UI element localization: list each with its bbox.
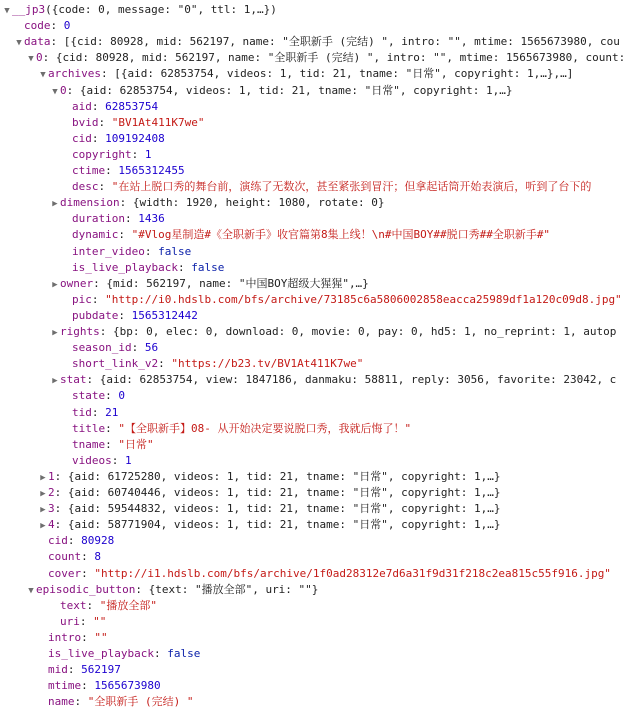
json-key: short_link_v2	[72, 357, 159, 371]
json-key: uri	[60, 614, 80, 628]
json-value: "在站上脱口秀的舞台前，演练了无数次，甚至紧张到冒汗；但拿起话筒开始表演后，听到了台下的	[111, 180, 592, 194]
json-preview: {aid: 60740446, videos: 1, tid: 21, tname: "日常", copyright: 1,…}	[67, 486, 501, 499]
json-preview: [{cid: 80928, mid: 562197, name: "全职新手 (完结) ", intro: "", mtime: 1565673980, cou	[63, 35, 620, 49]
json-key: rights	[60, 325, 100, 338]
tree-leaf-row	[38, 630, 108, 646]
json-value: "日常"	[118, 437, 154, 451]
json-key: 2	[48, 486, 55, 499]
tree-leaf-row	[50, 598, 157, 614]
key-separator: :	[91, 405, 106, 419]
tree-leaf-row	[62, 147, 151, 163]
tree-leaf-row	[62, 308, 198, 324]
json-value: 1	[144, 147, 152, 161]
json-key: 3	[48, 502, 55, 516]
json-key: is_live_playback	[48, 647, 154, 660]
json-preview: {text: "播放全部", uri: ""}	[148, 582, 319, 596]
json-value: ""	[94, 630, 108, 644]
key-separator: :	[81, 566, 95, 580]
triangle-right-icon[interactable]: ▶	[52, 376, 58, 387]
key-separator: :	[86, 373, 100, 387]
json-value: 1436	[138, 212, 165, 226]
tree-leaf-row	[62, 179, 591, 195]
json-key: is_live_playback	[72, 260, 178, 274]
json-preview: {aid: 59544832, videos: 1, tid: 21, tname: "日常", copyright: 1,…}	[67, 502, 501, 516]
key-separator: :	[131, 147, 145, 161]
key-separator: :	[153, 647, 168, 660]
tree-leaf-row	[38, 533, 114, 549]
tree-node-row[interactable]	[50, 372, 616, 388]
json-preview: {aid: 62853754, videos: 1, tid: 21, tname: "日常", copyright: 1,…}	[79, 83, 513, 97]
tree-node-row[interactable]	[50, 83, 512, 99]
key-separator: :	[131, 341, 145, 355]
key-separator: :	[74, 695, 88, 708]
key-separator: :	[91, 99, 106, 113]
key-separator: :	[98, 115, 112, 129]
json-value: 1565312442	[131, 308, 198, 322]
tree-leaf-row	[62, 99, 158, 115]
key-separator: :	[105, 164, 119, 177]
json-key: season_id	[72, 341, 132, 355]
tree-leaf-row	[62, 292, 622, 308]
json-key: 4	[48, 518, 55, 532]
tree-node-row[interactable]	[38, 517, 500, 533]
key-separator: :	[135, 582, 149, 596]
json-preview: {mid: 562197, name: "中国BOY超级大猩猩",…}	[106, 276, 369, 290]
json-value: 56	[144, 341, 159, 355]
json-key: episodic_button	[36, 582, 136, 596]
tree-leaf-row	[38, 549, 101, 565]
tree-leaf-row	[50, 614, 106, 630]
triangle-right-icon[interactable]: ▶	[40, 521, 46, 532]
key-separator: :	[93, 276, 107, 290]
key-separator: :	[81, 679, 95, 693]
key-separator: :	[91, 131, 106, 145]
json-value: "全职新手 (完结) "	[87, 695, 194, 708]
json-value: 62853754	[105, 99, 159, 113]
tree-node-row[interactable]	[26, 50, 625, 66]
tree-leaf-row	[62, 244, 191, 260]
key-separator: :	[50, 35, 64, 49]
key-separator: :	[50, 19, 64, 33]
tree-leaf-row	[62, 437, 154, 453]
json-key: text	[60, 598, 87, 612]
tree-node-row[interactable]	[38, 485, 500, 501]
json-key: archives	[48, 67, 101, 81]
tree-node-row[interactable]	[38, 66, 573, 82]
tree-leaf-row	[62, 227, 550, 243]
tree-node-row[interactable]	[38, 501, 500, 517]
json-value: false	[167, 647, 201, 660]
json-preview: {aid: 61725280, videos: 1, tid: 21, tname: "日常", copyright: 1,…}	[67, 469, 501, 483]
json-key: cid	[72, 131, 92, 145]
json-key: code	[24, 19, 51, 33]
key-separator: :	[144, 244, 159, 258]
json-value: ""	[93, 614, 107, 628]
key-separator: :	[105, 421, 119, 435]
json-value: "播放全部"	[99, 598, 157, 612]
json-value: 1565673980	[94, 679, 161, 693]
tree-node-row[interactable]	[14, 34, 620, 50]
json-key: pubdate	[72, 308, 119, 322]
key-separator: :	[111, 453, 125, 467]
json-key: 0	[60, 83, 67, 97]
json-key: title	[72, 421, 106, 435]
tree-node-row[interactable]	[38, 469, 500, 485]
json-key: mid	[48, 663, 68, 677]
tree-leaf-row	[62, 115, 204, 131]
key-separator: :	[54, 486, 68, 499]
tree-leaf-row	[14, 18, 70, 34]
triangle-right-icon[interactable]: ▶	[40, 489, 46, 499]
key-separator: :	[100, 67, 115, 81]
triangle-down-icon[interactable]: ▼	[28, 585, 34, 596]
key-separator: :	[177, 260, 192, 274]
key-separator: :	[54, 502, 68, 516]
key-separator: :	[158, 357, 172, 371]
tree-leaf-row	[62, 131, 165, 147]
tree-leaf-row	[62, 405, 118, 421]
json-key: aid	[72, 99, 92, 113]
json-key: dimension	[60, 196, 120, 210]
json-key: stat	[60, 373, 87, 387]
json-key: count	[48, 550, 82, 564]
triangle-right-icon[interactable]: ▶	[40, 505, 46, 516]
json-value: "http://i0.hdslb.com/bfs/archive/73185c6a5806002858eacca25989df1a120c09d8.jpg"	[105, 292, 622, 306]
key-separator: :	[105, 389, 119, 403]
json-key: dynamic	[72, 228, 119, 242]
json-preview: {aid: 62853754, view: 1847186, danmaku: 58811, reply: 3056, favorite: 23042, c	[99, 373, 617, 387]
json-key: cover	[48, 566, 82, 580]
triangle-down-icon[interactable]: ▼	[28, 54, 34, 65]
json-key: tid	[72, 405, 92, 419]
json-value: "BV1At411K7we"	[111, 115, 205, 129]
json-key: ctime	[72, 164, 106, 177]
key-separator: :	[124, 212, 139, 226]
key-separator: :	[119, 196, 133, 210]
tree-leaf-row	[62, 260, 224, 276]
key-separator: :	[98, 180, 112, 194]
json-key: copyright	[72, 147, 132, 161]
json-value: false	[158, 244, 192, 258]
json-key: inter_video	[72, 244, 145, 258]
json-key: mtime	[48, 679, 82, 693]
json-key: tname	[72, 437, 106, 451]
json-key: name	[48, 695, 75, 708]
tree-node-row[interactable]	[50, 324, 616, 340]
json-value: 1565312455	[118, 164, 185, 177]
key-separator: :	[105, 437, 119, 451]
key-separator: :	[86, 598, 100, 612]
triangle-down-icon[interactable]: ▼	[40, 70, 46, 81]
tree-leaf-row	[62, 453, 132, 469]
tree-node-row[interactable]	[50, 195, 385, 211]
json-key: duration	[72, 212, 125, 226]
json-preview: ({code: 0, message: "0", ttl: 1,…})	[45, 3, 277, 16]
json-key: videos	[72, 453, 112, 467]
tree-leaf-row	[62, 356, 363, 372]
json-value: false	[191, 260, 225, 274]
tree-node-row[interactable]	[50, 276, 369, 292]
json-value: 562197	[81, 663, 121, 677]
json-value: 1	[125, 453, 132, 467]
json-key: desc	[72, 180, 99, 194]
key-separator: :	[66, 83, 80, 97]
triangle-down-icon[interactable]: ▼	[16, 38, 22, 49]
json-value: 8	[94, 550, 101, 564]
tree-node-row[interactable]	[2, 2, 277, 18]
key-separator: :	[67, 534, 82, 548]
triangle-down-icon[interactable]: ▼	[52, 86, 58, 97]
tree-leaf-row	[62, 211, 165, 227]
tree-leaf-row	[38, 646, 200, 662]
key-separator: :	[67, 663, 82, 677]
key-separator: :	[79, 614, 94, 628]
tree-leaf-row	[38, 566, 611, 582]
json-value: "http://i1.hdslb.com/bfs/archive/1f0ad28312e7d6a31f9d31f218c2ea815c55f916.jpg"	[94, 566, 611, 580]
key-separator: :	[42, 51, 56, 65]
json-value: "https://b23.tv/BV1At411K7we"	[171, 357, 364, 371]
json-value: 0	[118, 389, 125, 403]
tree-leaf-row	[62, 388, 125, 404]
json-value: 109192408	[105, 131, 165, 145]
json-preview: {bp: 0, elec: 0, download: 0, movie: 0, pay: 0, hd5: 1, no_reprint: 1, autop	[113, 325, 617, 338]
json-key: owner	[60, 276, 94, 290]
json-key: 0	[36, 51, 43, 65]
key-separator: :	[81, 550, 95, 564]
key-separator: :	[118, 308, 132, 322]
json-value: "#Vlog星制造#《全职新手》收官篇第8集上线！\n#中国BOY##脱口秀##全职新手#"	[131, 228, 551, 242]
json-value: 21	[105, 405, 119, 419]
key-separator: :	[118, 228, 132, 242]
json-value: "【全职新手】08- 从开始决定要说脱口秀，我就后悔了！"	[118, 421, 412, 435]
tree-leaf-row	[38, 662, 121, 678]
tree-leaf-row	[62, 163, 185, 179]
json-key: __jp3	[12, 3, 46, 16]
json-preview: {width: 1920, height: 1080, rotate: 0}	[132, 196, 385, 210]
json-key: pic	[72, 292, 92, 306]
tree-leaf-row	[38, 694, 194, 708]
tree-leaf-row	[62, 340, 158, 356]
tree-leaf-row	[38, 678, 161, 694]
tree-leaf-row	[62, 421, 411, 437]
triangle-right-icon[interactable]: ▶	[52, 199, 58, 210]
triangle-right-icon[interactable]: ▶	[52, 328, 58, 338]
json-key: state	[72, 389, 106, 403]
triangle-right-icon[interactable]: ▶	[52, 279, 58, 290]
json-preview: {aid: 58771904, videos: 1, tid: 21, tname: "日常", copyright: 1,…}	[67, 518, 501, 532]
json-key: 1	[48, 469, 55, 483]
json-value: 0	[63, 19, 71, 33]
tree-node-row[interactable]	[26, 582, 318, 598]
key-separator: :	[54, 469, 68, 483]
key-separator: :	[99, 325, 113, 338]
json-key: cid	[48, 534, 68, 548]
triangle-down-icon[interactable]: ▼	[4, 6, 10, 16]
json-value: 80928	[81, 534, 115, 548]
json-preview: {cid: 80928, mid: 562197, name: "全职新手 (完结) ", intro: "", mtime: 1565673980, count:	[55, 51, 626, 65]
json-key: bvid	[72, 115, 99, 129]
json-key: intro	[48, 630, 82, 644]
json-preview: [{aid: 62853754, videos: 1, tid: 21, tname: "日常", copyright: 1,…},…]	[114, 67, 574, 81]
key-separator: :	[54, 518, 68, 532]
key-separator: :	[91, 292, 106, 306]
key-separator: :	[81, 630, 95, 644]
triangle-right-icon[interactable]: ▶	[40, 472, 46, 483]
json-key: data	[24, 35, 51, 49]
